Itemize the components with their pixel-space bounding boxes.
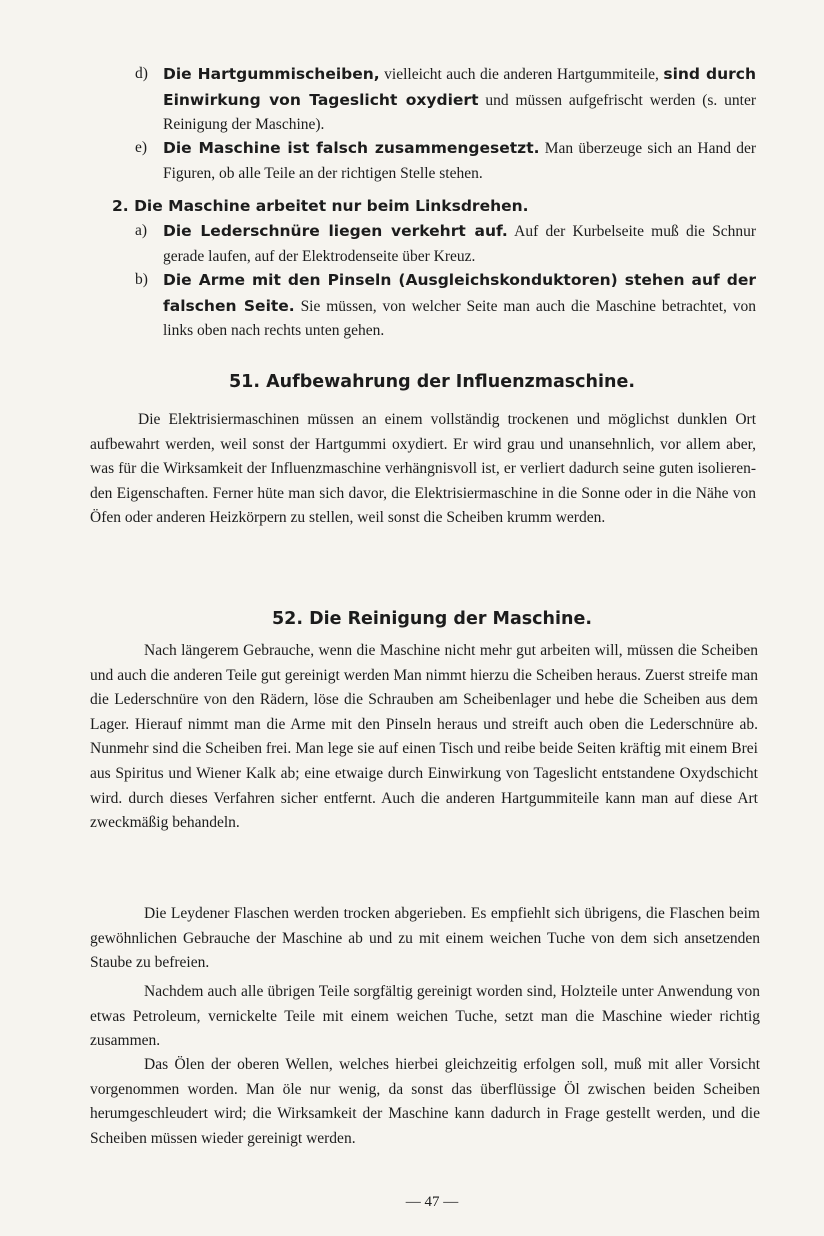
section-52-paragraph-2-text: Die Leydener Flaschen werden trocken abgerieben. Es empfiehlt sich übrigens, die Flaschen beim gewöhnlichen Gebrauche der Maschine ab und zu mit einem weichen Tuche von dem sich ansetzenden Staube zu befreien.: [90, 905, 760, 972]
list-item-d-bold2: sind durch Einwirkung von Tageslicht oxydiert: [163, 65, 756, 109]
section-52-paragraph-2: [90, 902, 760, 976]
section-52-title: 52. Die Reinigung der Maschine.: [271, 609, 592, 629]
section-52-paragraph-3: [90, 980, 760, 1054]
list-item-a: [135, 219, 757, 269]
list-item-d-text1: vielleicht auch die anderen Hartgummiteile,: [379, 66, 664, 83]
section-52-paragraph-1: [90, 639, 758, 836]
list-item-a-text: Auf der Kurbelseite muß die Schnur gerade laufen, auf der Elektrodenseite über Kreuz.: [163, 223, 757, 265]
list-item-e-bold: Die Maschine ist falsch zusammengesetzt.: [163, 139, 540, 157]
list-label-d: d): [135, 65, 148, 82]
list-label-a: a): [135, 222, 148, 239]
list-item-b: [135, 268, 756, 344]
list-item-d-text2: und müssen aufgefrischt werden (s. unter Reinigung der Maschine).: [163, 91, 756, 133]
list-item-d: [135, 62, 756, 138]
numbered-heading-2-text: 2. Die Maschine arbeitet nur beim Linksdrehen.: [112, 197, 529, 215]
list-item-a-bold: Die Lederschnüre liegen verkehrt auf.: [163, 222, 508, 240]
list-item-e: [135, 136, 757, 186]
section-51-paragraph-text: Die Elektrisiermaschinen müssen an einem vollständig trockenen und möglichst dunklen Ort aufbewahrt werden, weil sonst der Hartgummi oxydiert. Er wird grau und unansehnlich, vor allem aber, was für die Wirksamkeit der Influenzmaschine verhängnisvoll ist, er verliert dadurch seine guten isolierenden Eigenschaften. Ferner hüte man sich davor, die Elektrisiermaschine in die Sonne oder in die Nähe von Öfen oder anderen Heizkörpern zu stellen, weil sonst die Scheiben krumm werden.: [90, 411, 756, 527]
list-label-e: e): [135, 139, 148, 156]
section-52-paragraph-4: [90, 1053, 760, 1151]
list-item-b-text: Sie müssen, von welcher Seite man auch die Maschine betrachtet, von links oben nach rechts unten gehen.: [163, 297, 756, 339]
list-item-d-bold: Die Hartgummischeiben,: [163, 65, 380, 83]
section-52-paragraph-4-text: Das Ölen der oberen Wellen, welches hierbei gleichzeitig erfolgen soll, muß mit aller Vorsicht vorgenommen worden. Man öle nur wenig, da sonst das überflüssige Öl zwischen beiden Scheiben herumgeschleudert wird; die Wirksamkeit der Maschine kann dadurch in Frage gestellt werden, und die Scheiben müssen wieder gereinigt werden.: [90, 1056, 760, 1147]
section-52-paragraph-3-text: Nachdem auch alle übrigen Teile sorgfältig gereinigt worden sind, Holzteile unter Anwendung von etwas Petroleum, vernickelte Teile mit einem weichen Tuche, setzt man die Maschine wieder richtig zusammen.: [90, 983, 760, 1050]
section-51-title: 51. Aufbewahrung der Influenzmaschine.: [228, 372, 635, 392]
section-52-paragraph-1-text: Nach längerem Gebrauche, wenn die Maschine nicht mehr gut arbeiten will, müssen die Scheiben und auch die anderen Teile gut gereinigt werden Man nimmt hierzu die Scheiben heraus. Zuerst streife man die Lederschnüre von den Rädern, löse die Schrauben am Scheibenlager und hebe die Scheiben aus dem Lager. Hierauf nimmt man die Arme mit den Pinseln heraus und streift auch oben die Lederschnüre ab. Nunmehr sind die Scheiben frei. Man lege sie auf einen Tisch und reibe beide Seiten kräftig mit einem Brei aus Spiritus und Wiener Kalk ab; eine etwaige durch Einwirkung von Tageslicht entstandene Oxydschicht wird. durch dieses Verfahren sicher entfernt. Auch die anderen Hartgummiteile kann man auf diese Art zweckmäßig behandeln.: [90, 642, 758, 832]
list-item-b-bold: Die Arme mit den Pinseln (Ausgleichskonduktoren) stehen auf der falschen Seite.: [163, 271, 756, 315]
list-label-b: b): [135, 271, 148, 288]
page-number: — 47 —: [405, 1194, 459, 1210]
section-51-paragraph: [90, 408, 756, 531]
list-item-e-text: Man überzeuge sich an Hand der Figuren, ob alle Teile an der richtigen Stelle stehen.: [163, 140, 757, 182]
numbered-heading-2: [112, 194, 762, 218]
